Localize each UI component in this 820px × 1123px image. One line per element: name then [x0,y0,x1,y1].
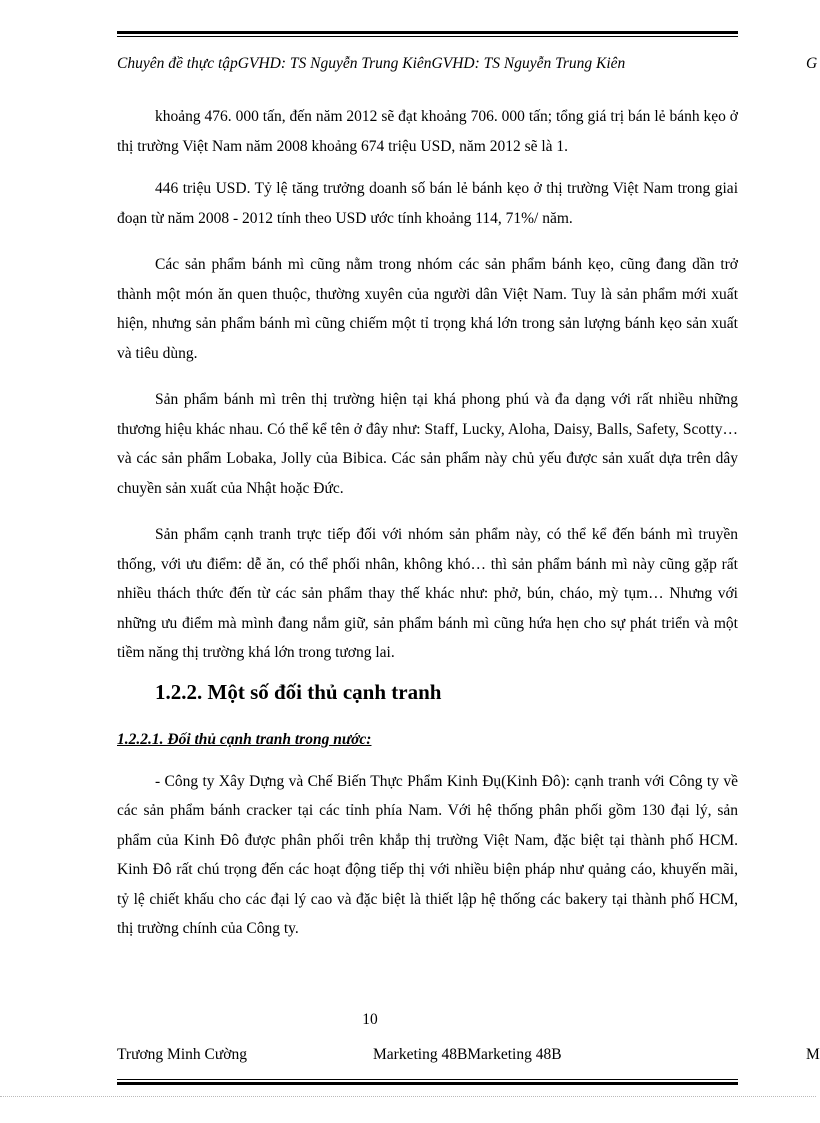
subsection-heading: 1.2.2.1. Đối thủ cạnh tranh trong nước: [117,730,372,748]
header-title: Chuyên đề thực tậpGVHD: TS Nguyễn Trung KiênGVHD: TS Nguyễn Trung Kiên [117,55,626,72]
paragraph-4: Sản phẩm bánh mì trên thị trường hiện tại khá phong phú và đa dạng với rất nhiều những thương hiệu khác nhau. Có thể kể tên ở đây như: Staff, Lucky, Aloha, Daisy, Balls, Safety, Scotty… và các sản phẩm Lobaka, Jolly của Bibica. Các sản phẩm này chủ yếu được sản xuất dựa trên dây chuyền sản xuất của Nhật hoặc Đức. [117,391,738,497]
paragraph-2: 446 triệu USD. Tỷ lệ tăng trưởng doanh số bán lẻ bánh kẹo ở thị trường Việt Nam trong giai đoạn từ năm 2008 - 2012 tính theo USD ước tính khoảng 114, 71%/ năm. [117,180,738,227]
page-number: 10 [362,1011,378,1028]
footer-rule-thick [117,1082,738,1085]
section-heading: 1.2.2. Một số đối thủ cạnh tranh [155,679,442,704]
page-body [117,102,738,944]
paragraph-1: khoảng 476. 000 tấn, đến năm 2012 sẽ đạt khoảng 706. 000 tấn; tổng giá trị bán lẻ bánh kẹo ở thị trường Việt Nam năm 2008 khoảng 674 triệu USD, năm 2012 sẽ là 1. [117,108,738,155]
header-rule-thick [117,31,738,34]
footer-overflow-text: M [806,1046,820,1063]
paragraph-5: Sản phẩm cạnh tranh trực tiếp đối với nhóm sản phẩm này, có thể kể đến bánh mì truyền thống, với ưu điểm: dễ ăn, có thể phối nhân, không khó… thì sản phẩm bánh mì này cũng gặp rất nhiều thách thức đến từ các sản phẩm thay thế khác như: phở, bún, cháo, mỳ tụm… Nhưng với những ưu điểm mà mình đang nắm giữ, sản phẩm bánh mì cũng hứa hẹn cho sự phát triển và một tiềm năng thị trường khá lớn trong tương lai. [117,526,738,661]
footer-class: Marketing 48BMarketing 48B [373,1046,562,1063]
footer-rule-thin [117,1079,738,1080]
footer-author: Trương Minh Cường [117,1046,247,1063]
header-overflow-text: G [806,55,818,72]
paragraph-3: Các sản phẩm bánh mì cũng nằm trong nhóm các sản phẩm bánh kẹo, cũng đang dần trở thành một món ăn quen thuộc, thường xuyên của người dân Việt Nam. Tuy là sản phẩm mới xuất hiện, nhưng sản phẩm bánh mì cũng chiếm một tỉ trọng khá lớn trong sản lượng bánh kẹo sản xuất và tiêu dùng. [117,256,738,362]
page-edge-divider [0,1096,816,1097]
running-footer [117,1046,820,1064]
header-rule-thin [117,36,738,37]
paragraph-kinh-do: - Công ty Xây Dựng và Chế Biến Thực Phẩm Kinh Đụ(Kinh Đô): cạnh tranh với Công ty về các sản phẩm bánh cracker tại các tỉnh phía Nam. Với hệ thống phân phối gồm 130 đại lý, sản phẩm của Kinh Đô được phân phối trên khắp thị trường Việt Nam, đặc biệt tại thành phố HCM. Kinh Đô rất chú trọng đến các hoạt động tiếp thị với nhiều biện pháp như quảng cáo, khuyến mãi, tỷ lệ chiết khấu cho các đại lý cao và đặc biệt là thiết lập hệ thống các bakery tại thành phố HCM, thị trường chính của Công ty. [117,772,738,937]
running-header [117,55,816,73]
